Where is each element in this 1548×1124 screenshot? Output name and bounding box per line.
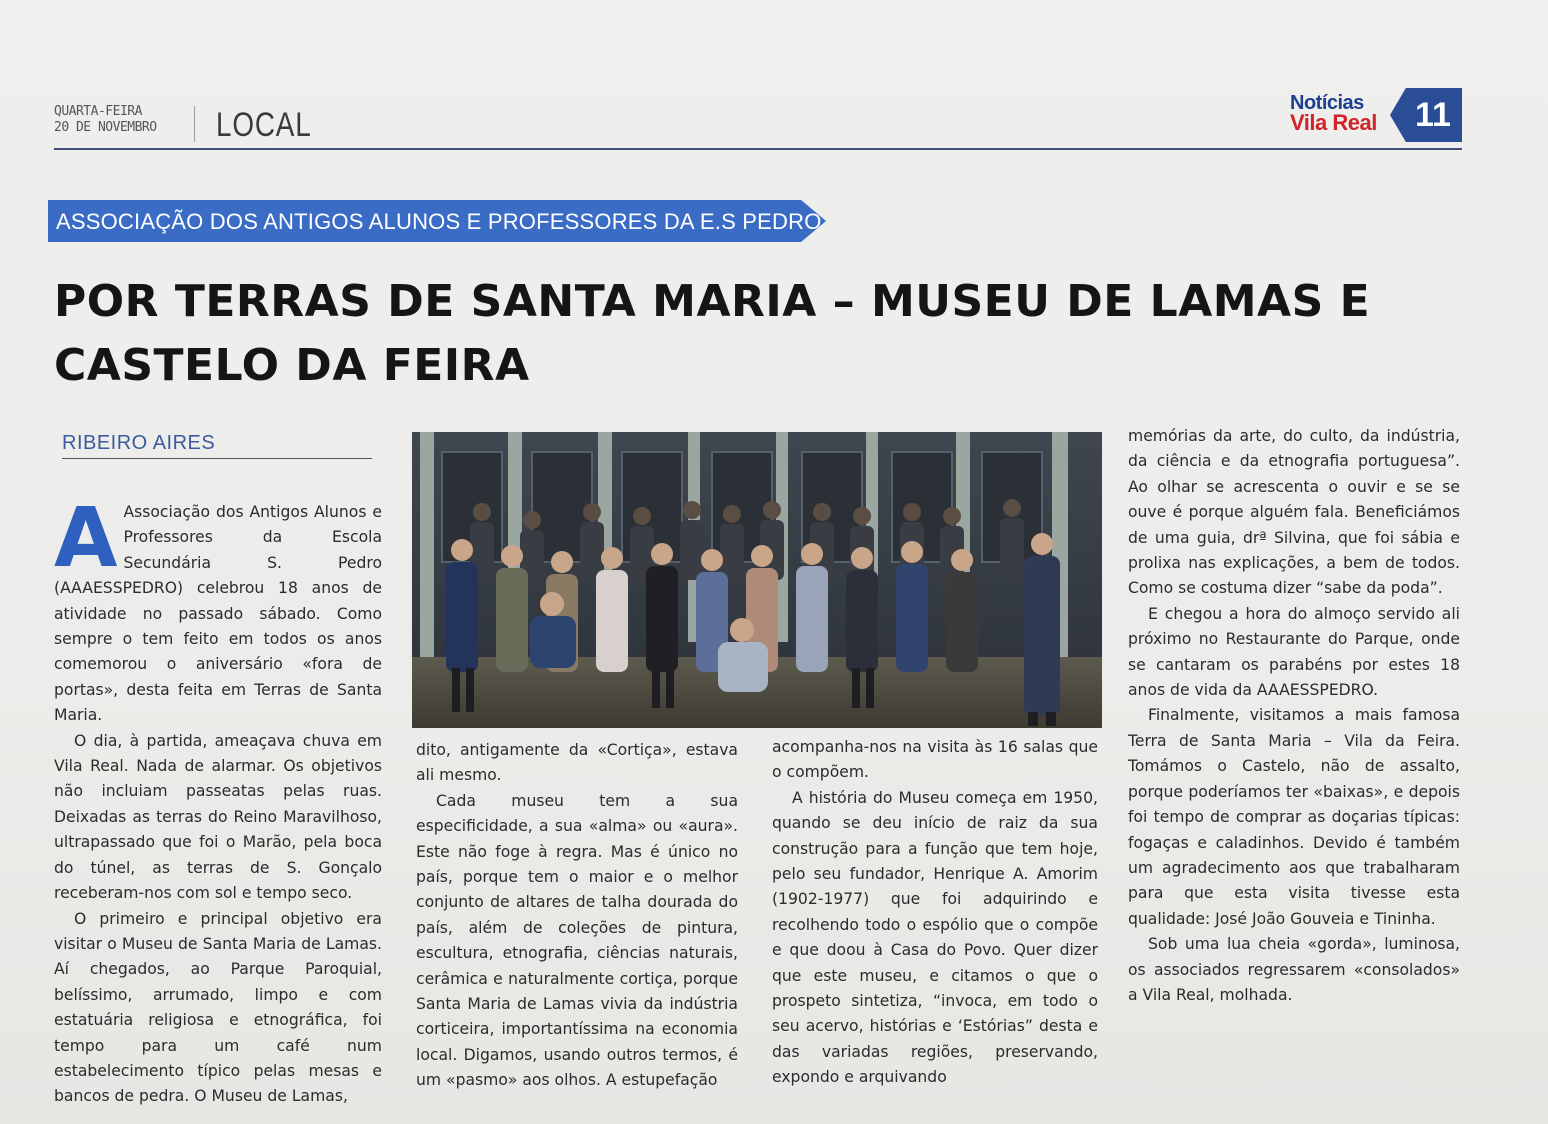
article-column-3 (772, 735, 1098, 1091)
paragraph: acompanha-nos na visita às 16 salas que o compõem. (772, 738, 1098, 782)
paragraph: Cada museu tem a sua especificidade, a sua «alma» ou «aura». Este não foge à regra. Mas é único no país, porque tem o maior e o melhor conjunto de altares de talha dourada do país, além de coleções de pintura, escultura, etnografia, ciências naturais, cerâmica e naturalmente cortiça, porque Santa Maria de Lamas vivia da indústria corticeira, importantíssima na economia local. Digamos, usando outros termos, é um «pasmo» aos olhos. A estupefação (416, 791, 738, 1090)
logo-line-2: Vila Real (1290, 110, 1377, 135)
header-divider (194, 106, 195, 142)
paragraph: Sob uma lua cheia «gorda», luminosa, os associados regressarem «consolados» a Vila Real, molhada. (1128, 935, 1460, 1004)
paragraph: O primeiro e principal objetivo era visitar o Museu de Santa Maria de Lamas. Aí chegados, ao Parque Paroquial, belíssimo, arrumado, limpo e com estatuária religiosa e etnográfica, foi tempo para um café num estabelecimento típico pelas mesas e bancos de pedra. O Museu de Lamas, (54, 909, 382, 1106)
header-rule (54, 148, 1462, 150)
kicker-text: ASSOCIAÇÃO DOS ANTIGOS ALUNOS E PROFESSORES DA E.S PEDRO (56, 209, 822, 234)
article-headline: POR TERRAS DE SANTA MARIA – MUSEU DE LAMAS E CASTELO DA FEIRA (54, 276, 1371, 391)
issue-date (54, 104, 157, 136)
article-column-4 (1128, 424, 1460, 1008)
group-photo (412, 432, 1102, 728)
paragraph: dito, antigamente da «Cortiça», estava ali mesmo. (416, 741, 738, 785)
paragraph (54, 491, 382, 729)
paragraph: memórias da arte, do culto, da indústria, da ciência e da etnografia portuguesa”. Ao olhar se acrescenta o ouvir e se se ouve é porque alguém fala. Beneficiámos de uma guia, drª Silvina, que foi sábia e prolixa nas explicações, a bem de todos. Como se costuma dizer “sabe da poda”. (1128, 427, 1460, 598)
paragraph-text: Associação dos Antigos Alunos e Professores da Escola Secundária S. Pedro (AAAESSPEDRO) celebrou 18 anos de atividade no passado sábado. Como sempre o tem feito em todos os anos comemorou o aniversário «fora de portas», desta feita em Terras de Santa Maria. (54, 503, 382, 725)
section-title: LOCAL (216, 106, 312, 144)
page-number: 11 (1415, 96, 1451, 134)
article-byline: RIBEIRO AIRES (62, 432, 216, 454)
logo-line-1: Notícias (1290, 92, 1364, 114)
newspaper-logo (1288, 92, 1380, 140)
article-column-1 (54, 491, 382, 1110)
article-column-2 (416, 738, 738, 1094)
issue-weekday: QUARTA-FEIRA (54, 104, 142, 119)
paragraph: E chegou a hora do almoço servido ali próximo no Restaurante do Parque, onde se cantaram os parabéns por estes 18 anos de vida da AAAESSPEDRO. (1128, 604, 1460, 700)
issue-day: 20 DE NOVEMBRO (54, 120, 157, 135)
drop-cap: A (54, 491, 118, 586)
byline-rule (62, 458, 372, 459)
paragraph: O dia, à partida, ameaçava chuva em Vila Real. Nada de alarmar. Os objetivos não incluiam passeatas pelas ruas. Deixadas as terras do Reino Maravilhoso, ultrapassado que foi o Marão, pela boca do túnel, as terras de S. Gonçalo receberam-nos com sol e tempo seco. (54, 731, 382, 903)
paragraph: A história do Museu começa em 1950, quando se deu início de raiz da sua construção para a função que tem hoje, pelo seu fundador, Henrique A. Amorim (1902-1977) que foi adquirindo e recolhendo todo o espólio que o compõe e que doou à Casa do Povo. Quer dizer que este museu, e citamos o que o prospeto sintetiza, “invoca, em todo o seu acervo, histórias e ‘Estórias” desta e das variadas regiões, preservando, expondo e arquivando (772, 788, 1098, 1087)
paragraph: Finalmente, visitamos a mais famosa Terra de Santa Maria – Vila da Feira. Tomámos o Castelo, não de assalto, porque poderíamos ter «baixas», e depois foi tempo de comprar as doçarias típicas: fogaças e caladinhos. Devido é também um agradecimento aos que trabalharam para que esta visita tivesse esta qualidade: José João Gouveia e Tininha. (1128, 706, 1460, 928)
group-photo-illustration (412, 432, 1102, 728)
